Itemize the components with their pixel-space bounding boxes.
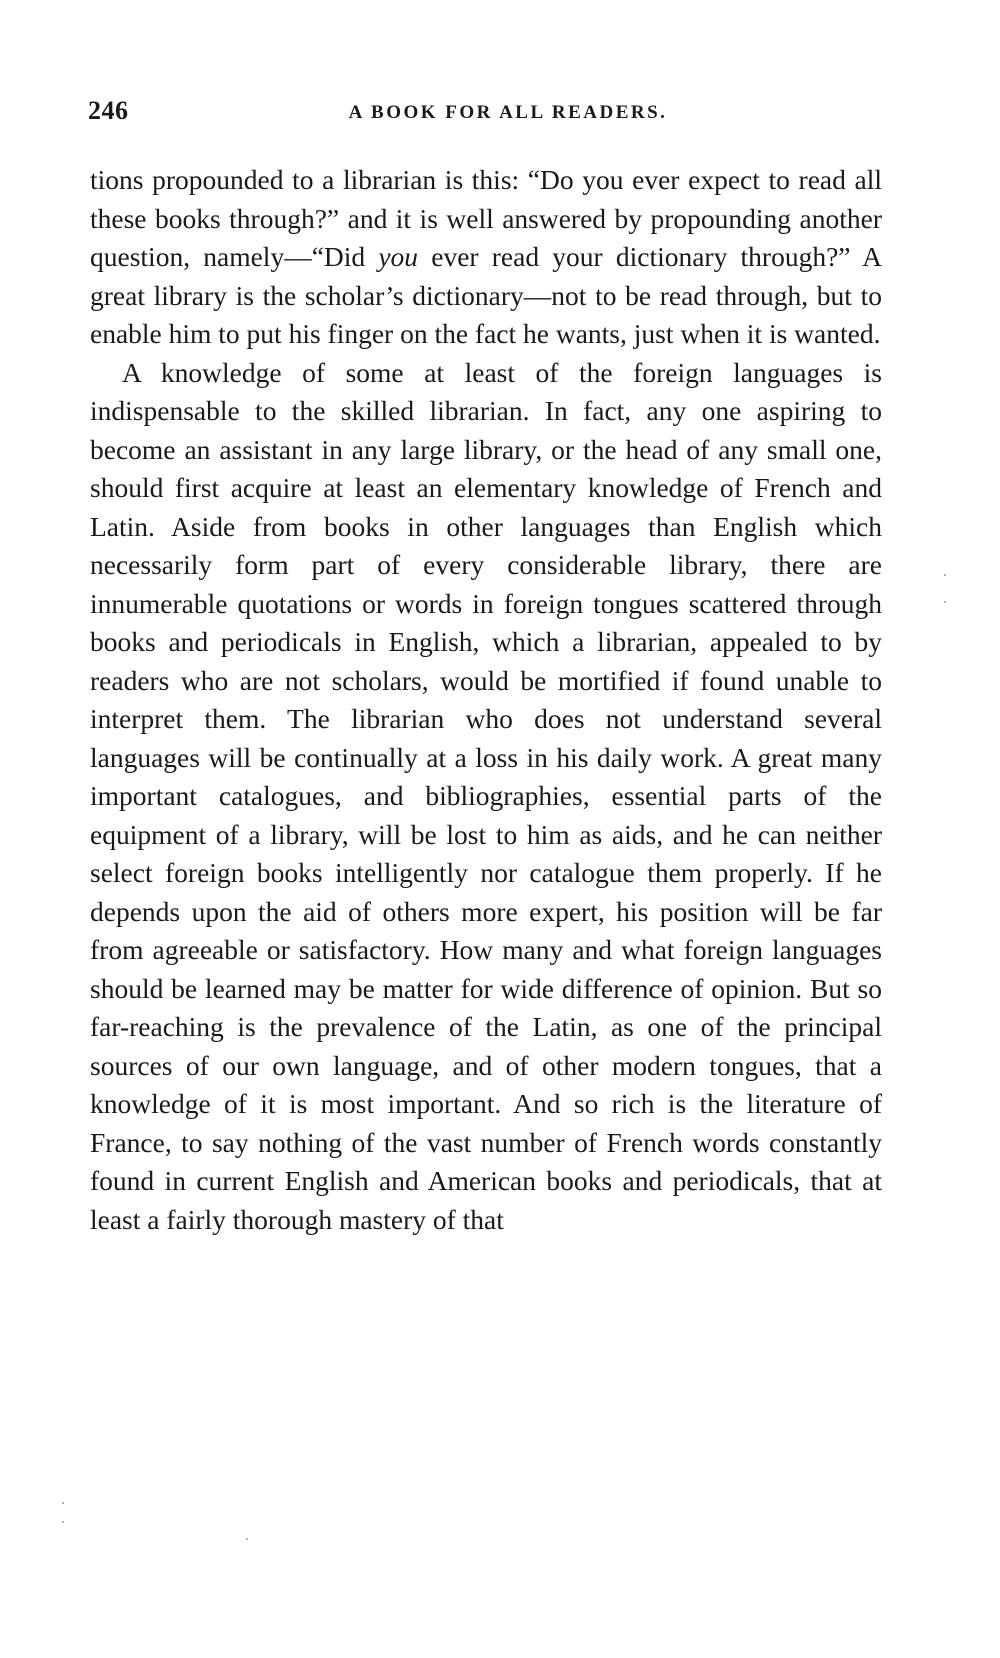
paper-speck: [62, 1502, 64, 1504]
italic-word: you: [378, 241, 419, 272]
paragraph-2: A knowledge of some at least of the foreign languages is indispensable to the skilled librarian. In fact, any one aspiring to become an assistant in any large library, or the head of any small one, should first acquire at least an elementary knowledge of French and Latin. Aside from books in other languages than English which necessarily form part of every considerable library, there are innumerable quotations or words in foreign tongues scattered through books and periodicals in English, which a librarian, appealed to by readers who are not scholars, would be mortified if found unable to interpret them. The librarian who does not understand several languages will be continually at a loss in his daily work. A great many important catalogues, and bibliographies, essential parts of the equipment of a library, will be lost to him as aids, and he can neither select foreign books intelligently nor catalogue them properly. If he depends upon the aid of others more expert, his position will be far from agreeable or satisfactory. How many and what foreign languages should be learned may be matter for wide difference of opinion. But so far-reaching is the prevalence of the Latin, as one of the principal sources of our own language, and of other modern tongues, that a knowledge of it is most important. And so rich is the literature of France, to say nothing of the vast number of French words constantly found in current English and American books and periodicals, that at least a fairly thorough mastery of that: [90, 356, 882, 1235]
paper-speck: [246, 1538, 248, 1540]
paragraph-1-text-start: tions propounded to a librarian is this: “Do you ever expect to read all these books through?” and it is well answered by propounding another question, namely—“Did: [90, 164, 882, 272]
paper-speck: [944, 601, 946, 603]
page-header: [88, 96, 928, 136]
paper-speck: [62, 1521, 64, 1523]
page-number: 246: [88, 96, 129, 125]
paper-speck: [944, 574, 946, 576]
running-title: A BOOK FOR ALL READERS.: [348, 102, 668, 123]
paragraph-1: [90, 161, 882, 354]
paragraph-1-text-end: ever read your dictionary through?” A great library is the scholar’s dictionary—not to be read through, but to enable him to put his finger on the fact he wants, just when it is wanted.: [90, 241, 883, 349]
body-text: [90, 161, 882, 1239]
